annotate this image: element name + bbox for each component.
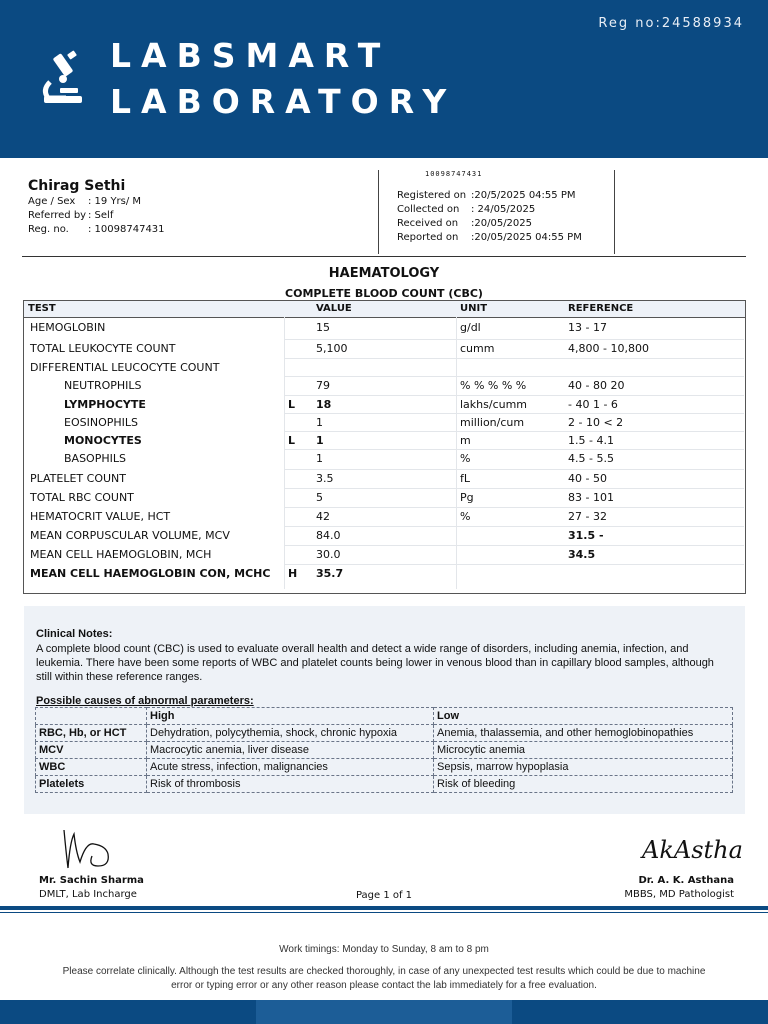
grid-line: [284, 376, 744, 377]
reference-range: 83 - 101: [568, 491, 614, 504]
footer-divider: [0, 912, 768, 913]
test-name: MEAN CELL HAEMOGLOBIN CON, MCHC: [30, 567, 271, 580]
table-row: [24, 377, 745, 396]
signer-left-name: Mr. Sachin Sharma: [39, 875, 144, 886]
table-row: High Low: [36, 708, 733, 725]
table-row: [24, 565, 745, 584]
grid-line: [284, 358, 744, 359]
grid-line: [284, 339, 744, 340]
result-value: 15: [316, 321, 330, 334]
disclaimer: Please correlate clinically. Although the test results are checked thoroughly, in case of any unexpected test results which could be due to machine error or typing error or any other reason please contact the lab immediately for a free evaluation.: [62, 966, 706, 991]
registration-number: Reg no:24588934: [598, 16, 744, 31]
svg-text:AkAstha: AkAstha: [642, 836, 743, 864]
test-name: EOSINOPHILS: [64, 416, 138, 429]
header-value: VALUE: [316, 303, 352, 314]
reference-range: 1.5 - 4.1: [568, 434, 614, 447]
grid-line: [284, 488, 744, 489]
result-unit: %: [460, 510, 471, 523]
lab-name-line2: LABORATORY: [110, 82, 457, 121]
table-row: WBC Acute stress, infection, malignancies Sepsis, marrow hypoplasia: [36, 759, 733, 776]
signature-left: [58, 822, 120, 872]
table-row: [24, 450, 745, 469]
result-unit: % % % % %: [460, 379, 527, 392]
clinical-notes: [24, 606, 745, 814]
test-name: MEAN CELL HAEMOGLOBIN, MCH: [30, 548, 212, 561]
test-name: TOTAL RBC COUNT: [30, 491, 134, 504]
patient-field: Age / Sex : 19 Yrs/ M: [28, 196, 142, 207]
reference-range: 27 - 32: [568, 510, 607, 523]
test-name: MEAN CORPUSCULAR VOLUME, MCV: [30, 529, 230, 542]
result-unit: Pg: [460, 491, 474, 504]
grid-line: [284, 564, 744, 565]
result-value: 35.7: [316, 567, 344, 580]
grid-line: [284, 395, 744, 396]
reference-range: 34.5: [568, 548, 596, 561]
barcode-number: 10098747431: [425, 170, 483, 178]
work-timings: Work timings: Monday to Sunday, 8 am to 8 pm: [279, 944, 489, 955]
divider: [378, 170, 379, 254]
test-name: LYMPHOCYTE: [64, 398, 146, 411]
lab-name-line1: LABSMART: [110, 36, 391, 75]
table-header: [24, 301, 745, 318]
test-name: TOTAL LEUKOCYTE COUNT: [30, 342, 176, 355]
table-row: [24, 489, 745, 508]
result-value: 5: [316, 491, 323, 504]
result-value: 79: [316, 379, 330, 392]
result-unit: cumm: [460, 342, 495, 355]
result-unit: million/cum: [460, 416, 525, 429]
result-unit: fL: [460, 472, 471, 485]
results-table: [23, 300, 746, 594]
signature-right: [640, 828, 743, 868]
page-number: Page 1 of 1: [355, 890, 413, 901]
table-row: [24, 546, 745, 565]
test-name: HEMOGLOBIN: [30, 321, 106, 334]
sample-dates: [397, 190, 582, 246]
result-unit: g/dl: [460, 321, 481, 334]
signer-right-name: Dr. A. K. Asthana: [638, 875, 734, 886]
microscope-icon: [38, 52, 88, 104]
date-row: Collected on : 24/05/2025: [397, 204, 536, 215]
divider: [22, 256, 746, 257]
result-flag: L: [288, 434, 296, 447]
grid-line: [284, 545, 744, 546]
patient-field: Reg. no. : 10098747431: [28, 224, 165, 235]
result-flag: H: [288, 567, 298, 580]
grid-line: [284, 526, 744, 527]
result-value: 1: [316, 452, 323, 465]
divider: [614, 170, 615, 254]
grid-line: [284, 449, 744, 450]
reference-range: 2 - 10 < 2: [568, 416, 624, 429]
test-name: HEMATOCRIT VALUE, HCT: [30, 510, 171, 523]
test-name: BASOPHILS: [64, 452, 126, 465]
notes-text: A complete blood count (CBC) is used to evaluate overall health and detect a wide range of disorders, including anemia, infection, and leukemia. There have been some reports of WBC and platelet counts being lower in venous blood than in capillary blood samples, although still within these reference ranges.: [36, 643, 714, 683]
signer-right-title: MBBS, MD Pathologist: [624, 889, 734, 900]
result-flag: L: [288, 398, 296, 411]
result-unit: m: [460, 434, 471, 447]
table-row: RBC, Hb, or HCT Dehydration, polycythemia, shock, chronic hypoxia Anemia, thalassemia, and other hemoglobinopathies: [36, 725, 733, 742]
notes-title: Clinical Notes:: [36, 628, 113, 640]
result-value: 1: [316, 434, 324, 447]
department-title: HAEMATOLOGY: [328, 266, 440, 281]
reference-range: 4.5 - 5.5: [568, 452, 614, 465]
reference-range: 40 - 80 20: [568, 379, 625, 392]
grid-line: [284, 431, 744, 432]
test-name: MONOCYTES: [64, 434, 142, 447]
grid-line: [284, 413, 744, 414]
reference-range: 31.5 -: [568, 529, 604, 542]
result-value: 1: [316, 416, 323, 429]
causes-table: [35, 707, 733, 793]
table-row: [24, 340, 745, 359]
header-reference: REFERENCE: [568, 303, 634, 314]
result-unit: %: [460, 452, 471, 465]
result-unit: lakhs/cumm: [460, 398, 528, 411]
test-name: DIFFERENTIAL LEUCOCYTE COUNT: [30, 361, 220, 374]
test-panel-title: COMPLETE BLOOD COUNT (CBC): [285, 287, 483, 300]
date-row: Reported on :20/05/2025 04:55 PM: [397, 232, 582, 243]
result-value: 18: [316, 398, 332, 411]
footer-bar-accent: [256, 1000, 512, 1024]
grid-line: [284, 469, 744, 470]
header-test: TEST: [28, 303, 56, 314]
signer-left-title: DMLT, Lab Incharge: [39, 889, 137, 900]
report-header: [0, 0, 768, 158]
date-row: Received on :20/05/2025: [397, 218, 533, 229]
table-row: [24, 508, 745, 527]
test-name: PLATELET COUNT: [30, 472, 126, 485]
result-value: 84.0: [316, 529, 341, 542]
grid-line: [284, 507, 744, 508]
table-row: [24, 319, 745, 338]
table-row: Platelets Risk of thrombosis Risk of bleeding: [36, 776, 733, 793]
patient-field: Referred by : Self: [28, 210, 114, 221]
test-name: NEUTROPHILS: [64, 379, 142, 392]
patient-name: Chirag Sethi: [28, 178, 126, 194]
result-value: 3.5: [316, 472, 334, 485]
result-value: 30.0: [316, 548, 341, 561]
reference-range: 13 - 17: [568, 321, 607, 334]
patient-info: [28, 178, 165, 238]
table-row: [24, 527, 745, 546]
table-row: [24, 470, 745, 489]
reference-range: 4,800 - 10,800: [568, 342, 649, 355]
causes-title: Possible causes of abnormal parameters:: [36, 695, 254, 707]
header-unit: UNIT: [460, 303, 488, 314]
result-value: 5,100: [316, 342, 348, 355]
table-row: MCV Macrocytic anemia, liver disease Microcytic anemia: [36, 742, 733, 759]
footer-divider: [0, 906, 768, 910]
reference-range: - 40 1 - 6: [568, 398, 618, 411]
date-row: Registered on :20/5/2025 04:55 PM: [397, 190, 576, 201]
reference-range: 40 - 50: [568, 472, 607, 485]
result-value: 42: [316, 510, 330, 523]
